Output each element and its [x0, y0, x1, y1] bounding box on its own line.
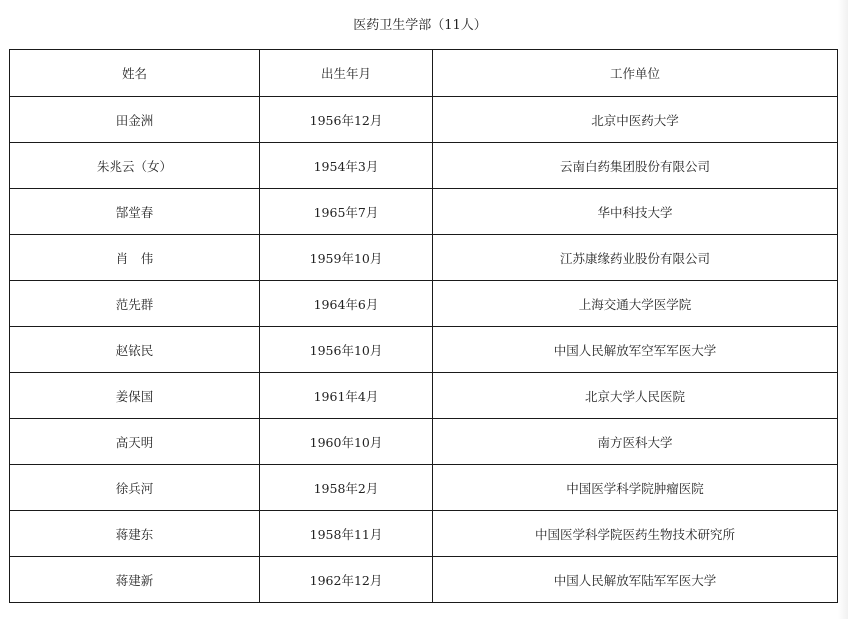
- cell-name: 郜堂春: [10, 189, 260, 235]
- cell-org: 中国人民解放军空军军医大学: [433, 327, 838, 373]
- cell-name: 田金洲: [10, 97, 260, 143]
- cell-name: 高天明: [10, 419, 260, 465]
- cell-name: 姜保国: [10, 373, 260, 419]
- cell-org: 云南白药集团股份有限公司: [433, 143, 838, 189]
- table-row: [10, 327, 838, 373]
- cell-name: 蒋建东: [10, 511, 260, 557]
- table-header-row: [10, 50, 838, 97]
- cell-name: 肖 伟: [10, 235, 260, 281]
- table-row: [10, 143, 838, 189]
- cell-birth: 1958年11月: [260, 511, 433, 557]
- cell-birth: 1958年2月: [260, 465, 433, 511]
- cell-org: 华中科技大学: [433, 189, 838, 235]
- header-org: 工作单位: [433, 50, 838, 97]
- header-name: 姓名: [10, 50, 260, 97]
- page-edge-shade: [838, 0, 848, 619]
- cell-org: 北京大学人民医院: [433, 373, 838, 419]
- cell-birth: 1956年10月: [260, 327, 433, 373]
- table-row: [10, 557, 838, 603]
- cell-org: 中国医学科学院医药生物技术研究所: [433, 511, 838, 557]
- cell-org: 上海交通大学医学院: [433, 281, 838, 327]
- table-row: [10, 281, 838, 327]
- cell-birth: 1964年6月: [260, 281, 433, 327]
- table-row: [10, 97, 838, 143]
- cell-birth: 1965年7月: [260, 189, 433, 235]
- cell-org: 南方医科大学: [433, 419, 838, 465]
- table-row: [10, 465, 838, 511]
- cell-org: 江苏康缘药业股份有限公司: [433, 235, 838, 281]
- cell-birth: 1959年10月: [260, 235, 433, 281]
- cell-birth: 1960年10月: [260, 419, 433, 465]
- cell-org: 中国人民解放军陆军军医大学: [433, 557, 838, 603]
- cell-org: 中国医学科学院肿瘤医院: [433, 465, 838, 511]
- table-caption: 医药卫生学部（11人）: [353, 18, 487, 33]
- table-row: [10, 235, 838, 281]
- table-row: [10, 189, 838, 235]
- table-row: [10, 373, 838, 419]
- cell-org: 北京中医药大学: [433, 97, 838, 143]
- cell-birth: 1961年4月: [260, 373, 433, 419]
- cell-name: 蒋建新: [10, 557, 260, 603]
- table-row: [10, 511, 838, 557]
- cell-birth: 1954年3月: [260, 143, 433, 189]
- cell-name: 赵铱民: [10, 327, 260, 373]
- cell-birth: 1962年12月: [260, 557, 433, 603]
- cell-birth: 1956年12月: [260, 97, 433, 143]
- header-birth: 出生年月: [260, 50, 433, 97]
- members-table: [9, 49, 838, 603]
- cell-name: 徐兵河: [10, 465, 260, 511]
- cell-name: 范先群: [10, 281, 260, 327]
- cell-name: 朱兆云（女）: [10, 143, 260, 189]
- table-row: [10, 419, 838, 465]
